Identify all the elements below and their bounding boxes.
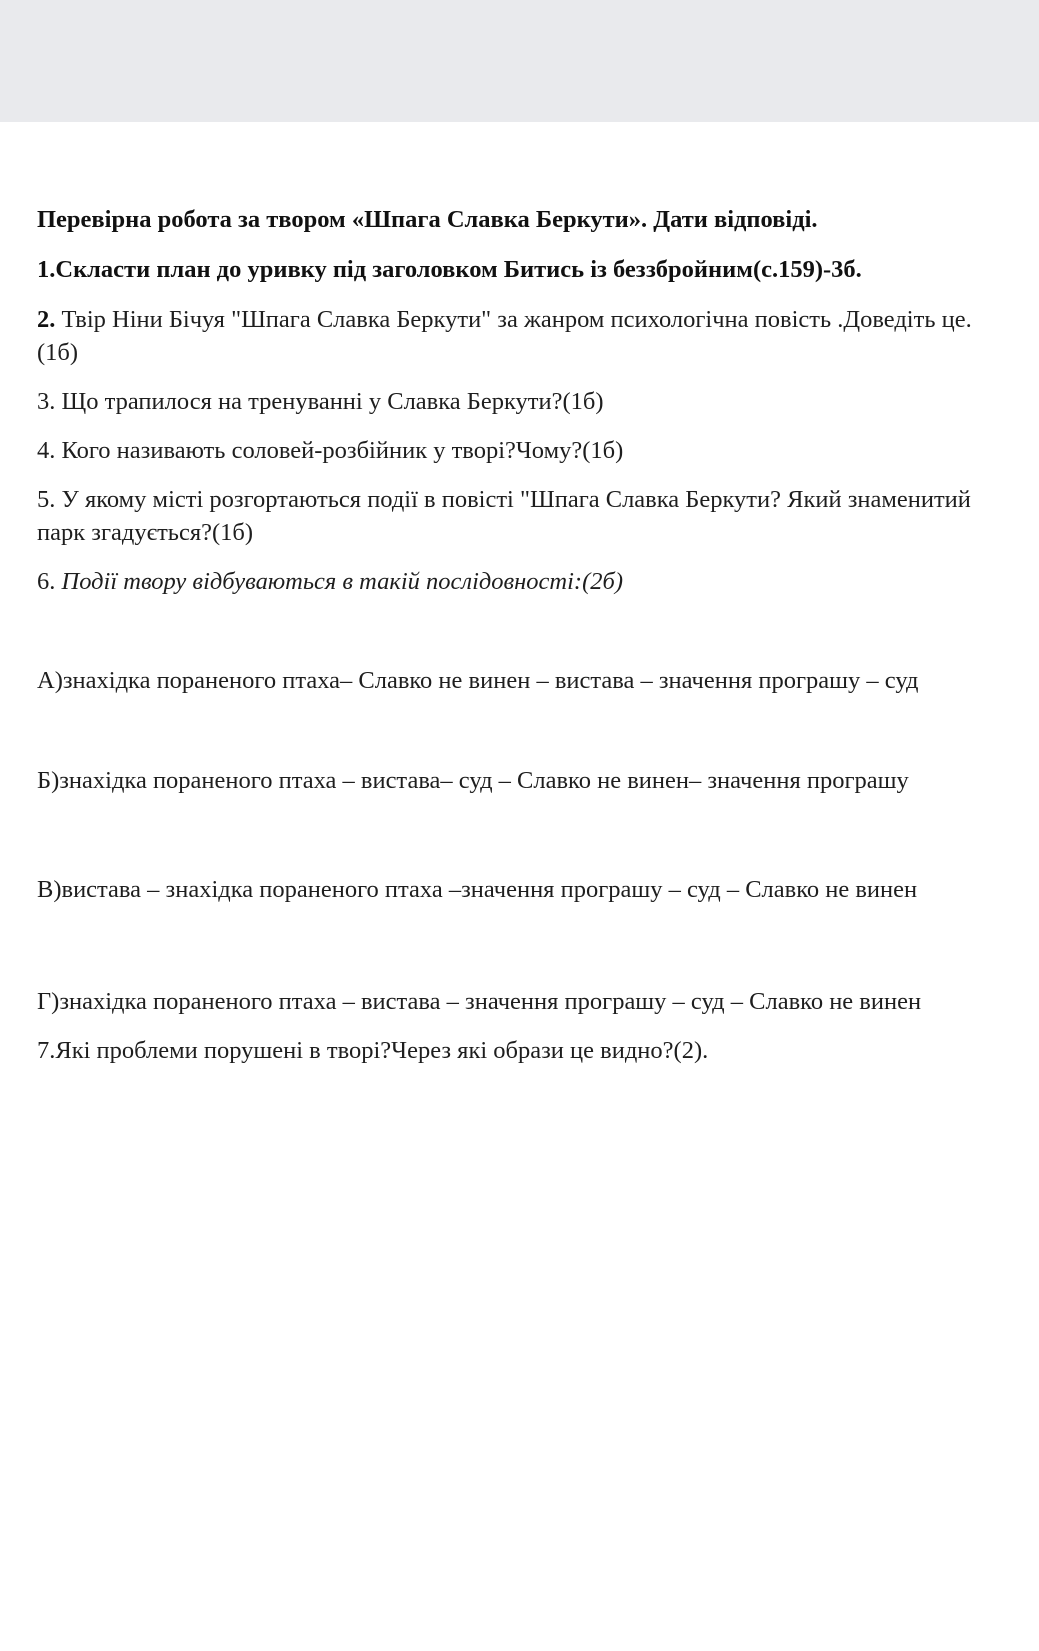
question-5: 5. У якому місті розгортаються події в повісті "Шпага Славка Беркути? Який знаменитий парк згадується?(1б) [37, 486, 971, 546]
question-6 [37, 565, 1012, 598]
question-1: 1.Скласти план до уривку під заголовком Битись із беззбройним(с.159)-3б. [37, 256, 862, 283]
option-g: Г)знахідка пораненого птаха – вистава – значення програшу – суд – Славко не винен [37, 988, 922, 1015]
document-body [37, 203, 1012, 1067]
top-gray-band [0, 0, 1039, 122]
question-2-number: 2. [37, 306, 56, 333]
question-6-number: 6. [37, 568, 62, 595]
question-2 [37, 303, 1012, 369]
question-7: 7.Які проблеми порушені в творі?Через які образи це видно?(2). [37, 1037, 709, 1064]
document-title: Перевірна робота за твором «Шпага Славка Беркути». Дати відповіді. [37, 206, 818, 233]
question-3: 3. Що трапилося на тренуванні у Славка Беркути?(1б) [37, 388, 604, 415]
option-b: Б)знахідка пораненого птаха – вистава– суд – Славко не винен– значення програшу [37, 767, 909, 794]
option-a: А)знахідка пораненого птаха– Славко не винен – вистава – значення програшу – суд [37, 667, 919, 694]
question-6-text: Події твору відбуваються в такій послідовності:(2б) [61, 568, 623, 595]
option-v: В)вистава – знахідка пораненого птаха –значення програшу – суд – Славко не винен [37, 876, 918, 903]
question-2-text: Твір Ніни Бічуя "Шпага Славка Беркути" за жанром психологічна повість .Доведіть це.(1б) [37, 306, 972, 366]
question-4: 4. Кого називають соловей-розбійник у творі?Чому?(1б) [37, 437, 624, 464]
